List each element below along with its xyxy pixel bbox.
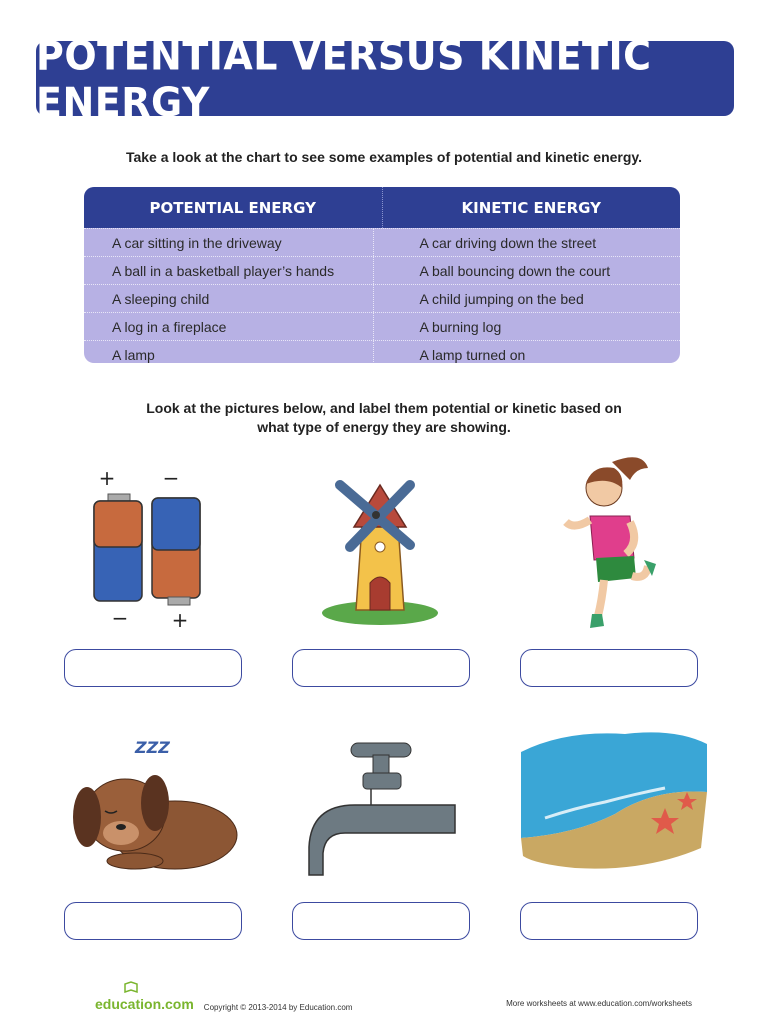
chart-row [84,284,680,312]
potential-cell: A sleeping child [84,285,374,312]
dog-snore-text: ZZZ [135,738,170,757]
potential-cell: A ball in a basketball player’s hands [84,257,374,284]
battery-sign-bottom-right: + [171,608,189,630]
kinetic-cell: A lamp turned on [419,346,526,363]
answer-box-dog[interactable] [64,902,242,940]
title-banner [36,32,734,125]
kinetic-cell: A car driving down the street [419,234,597,251]
faucet-illustration [305,735,465,880]
potential-cell: A log in a fireplace [84,313,374,340]
battery-sign-top-left: + [98,466,116,490]
answer-box-batteries[interactable] [64,649,242,687]
chart-row [84,312,680,340]
page-title: POTENTIAL VERSUS KINETIC ENERGY [36,32,652,125]
instructions-line-2: what type of energy they are showing. [257,419,511,435]
kinetic-cell: A burning log [419,318,502,335]
footer-copyright-area [95,996,352,1012]
batteries-illustration [80,465,210,630]
potential-cell: A car sitting in the driveway [84,229,374,256]
sleeping-dog-illustration [65,735,240,875]
book-icon [123,980,139,994]
chart-row [84,340,680,363]
kinetic-cell: A child jumping on the bed [419,290,584,307]
answer-box-beach[interactable] [520,902,698,940]
chart-row [84,228,680,256]
answer-box-windmill[interactable] [292,649,470,687]
more-worksheets-link[interactable]: More worksheets at www.education.com/worksheets [506,999,692,1008]
windmill-illustration [318,465,443,630]
kinetic-cell: A ball bouncing down the court [419,262,611,279]
instructions [0,399,768,437]
education-logo[interactable] [95,996,194,1012]
column-header-potential: POTENTIAL ENERGY [84,187,383,228]
battery-sign-bottom-left: − [111,606,129,630]
beach-waves-illustration [515,722,710,877]
potential-cell: A lamp [84,341,374,363]
copyright-text: Copyright © 2013-2014 by Education.com [203,1003,353,1012]
answer-box-faucet[interactable] [292,902,470,940]
battery-sign-top-right: − [162,466,180,490]
chart-header [84,187,680,228]
chart-row [84,256,680,284]
running-girl-illustration [552,450,662,635]
intro-text: Take a look at the chart to see some examples of potential and kinetic energy. [125,149,643,165]
instructions-line-1: Look at the pictures below, and label them potential or kinetic based on [146,400,622,416]
answer-box-girl[interactable] [520,649,698,687]
energy-chart [84,187,680,363]
logo-text: education.com [95,996,194,1012]
column-header-kinetic: KINETIC ENERGY [461,198,601,217]
